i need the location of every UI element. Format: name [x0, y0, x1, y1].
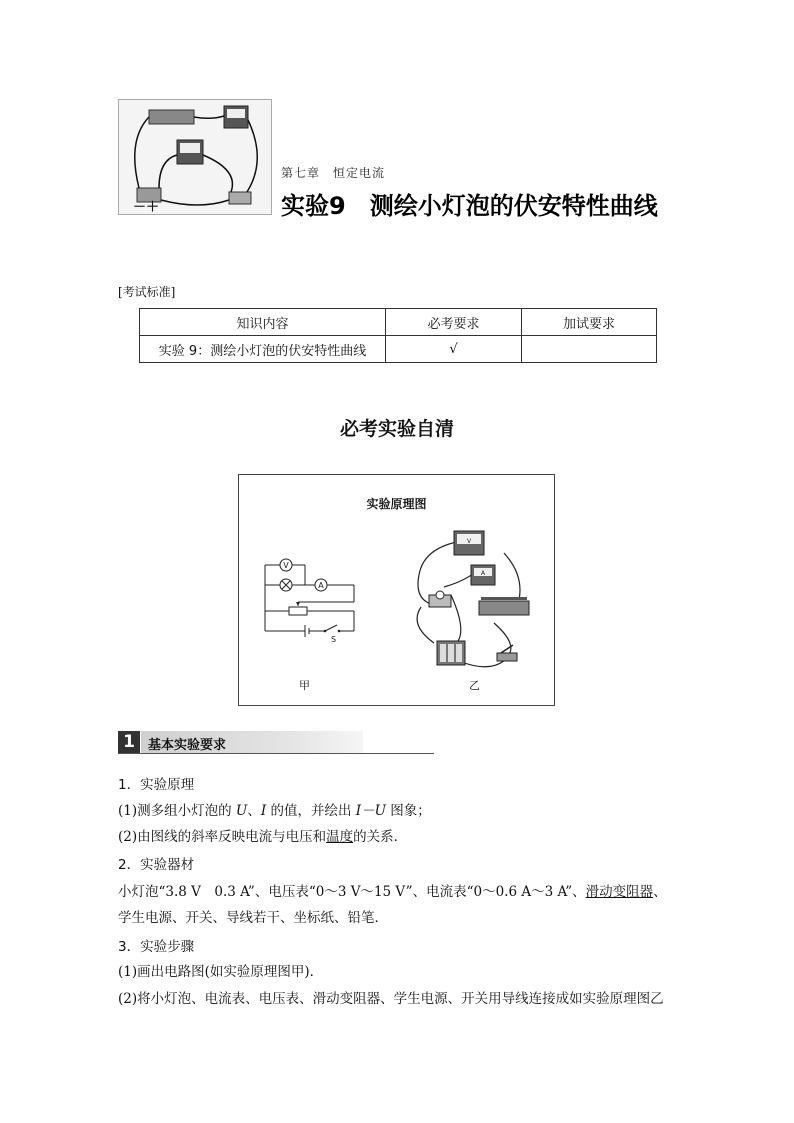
section-divider	[118, 753, 434, 754]
symbol-i-u: I－U	[355, 803, 386, 819]
text-run: (2)由图线的斜率反映电流与电压和	[118, 829, 327, 845]
figure-title: 实验原理图	[366, 497, 427, 511]
chapter-header-image	[118, 99, 272, 215]
section-1-title: 基本实验要求	[148, 738, 227, 753]
column-header: 加试要求	[522, 309, 657, 336]
page-title: 实验9 测绘小灯泡的伏安特性曲线	[281, 192, 658, 220]
voltmeter-label: V	[283, 561, 289, 570]
text-run: 的关系．	[353, 829, 408, 845]
paragraph-equipment-1	[118, 882, 667, 902]
text-run: 、	[247, 803, 261, 819]
paragraph-equipment-2: 学生电源、开关、导线若干、坐标纸、铅笔．	[118, 910, 388, 926]
exam-standard-label: [考试标准]	[118, 285, 176, 299]
table-cell: √	[386, 336, 522, 363]
section-1-banner	[118, 731, 434, 753]
table-header-row	[140, 309, 657, 336]
section-number: 1	[118, 731, 140, 753]
circuit-photo-illustration	[119, 100, 271, 214]
underlined-term: 滑动变阻器	[585, 884, 654, 900]
paragraph-principle-1	[118, 801, 431, 821]
heading-principle: 1．实验原理	[118, 777, 195, 793]
table-cell: 实验 9：测绘小灯泡的伏安特性曲线	[140, 336, 386, 363]
table-cell	[522, 336, 657, 363]
symbol-u: U	[235, 803, 248, 819]
text-run: 、	[653, 884, 667, 900]
paragraph-step-2: (2)将小灯泡、电流表、电压表、滑动变阻器、学生电源、开关用导线连接成如实验原理图乙	[118, 991, 664, 1007]
text-run: 小灯泡“3.8 V 0.3 A”、电压表“0～3 V～15 V”、电流表“0～0.6 A～3 A”、	[118, 884, 586, 900]
column-header: 必考要求	[386, 309, 522, 336]
circuit-diagram-a	[259, 555, 369, 645]
heading-steps: 3．实验步骤	[118, 939, 195, 955]
apparatus-ammeter-label: A	[480, 570, 486, 577]
underlined-term: 温度	[326, 829, 354, 845]
paragraph-principle-2	[118, 827, 407, 847]
chapter-label: 第七章 恒定电流	[281, 166, 386, 180]
table-row	[140, 336, 657, 363]
heading-equipment: 2．实验器材	[118, 857, 195, 873]
section-heading: 必考实验自清	[339, 418, 454, 440]
ammeter-label: A	[318, 581, 324, 590]
switch-label: S	[331, 635, 337, 644]
section-tag	[141, 731, 363, 753]
slider-arrow-icon	[296, 602, 300, 606]
text-run: 图象；	[385, 803, 431, 819]
apparatus-illustration-b	[409, 525, 544, 675]
text-run: (1)测多组小灯泡的	[118, 803, 236, 819]
exam-standard-table	[139, 308, 657, 363]
symbol-i: I	[260, 803, 267, 819]
svg-text:－＋: －＋	[133, 200, 160, 214]
apparatus-voltmeter-label: V	[466, 538, 472, 545]
text-run: 的值，并绘出	[266, 803, 356, 819]
figure-label-b: 乙	[469, 679, 480, 692]
column-header: 知识内容	[140, 309, 386, 336]
paragraph-step-1: (1)画出电路图(如实验原理图甲)．	[118, 964, 324, 980]
figure-label-a: 甲	[299, 679, 310, 692]
principle-figure	[238, 474, 555, 706]
